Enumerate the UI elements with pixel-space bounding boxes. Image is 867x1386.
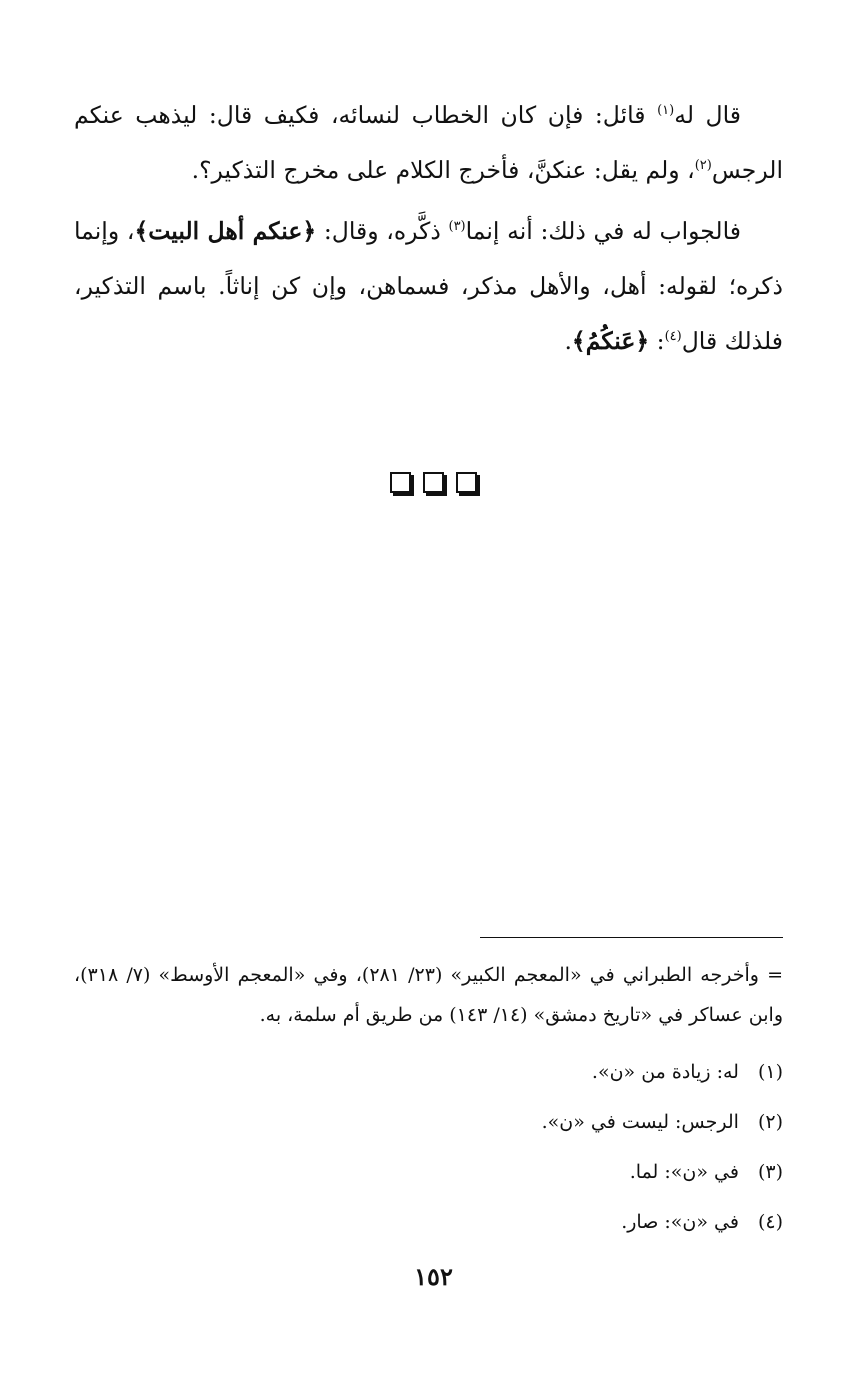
footnote-text: في «ن»: لما. — [629, 1161, 739, 1183]
footnote-number: (٢) — [757, 1111, 783, 1133]
footnote-continuation: = وأخرجه الطبراني في «المعجم الكبير» (٢٣/ ٢٨١)، وفي «المعجم الأوسط» (٧/ ٣١٨)، وابن عساكر في «تاريخ دمشق» (١٤/ ١٤٣) من طريق أم سلمة، به. — [74, 964, 783, 1026]
text-run: قال له — [674, 101, 741, 129]
paragraph-2 — [74, 204, 783, 369]
section-separator — [0, 472, 867, 497]
footnote-item — [74, 1147, 783, 1197]
text-run: : — [649, 327, 665, 355]
footnote-item — [74, 1047, 783, 1097]
footnote-number: (١) — [757, 1061, 783, 1083]
square-ornament-icon — [390, 472, 411, 493]
square-ornament-icon — [456, 472, 477, 493]
page-number: ١٥٢ — [414, 1262, 453, 1291]
footnote-text: في «ن»: صار. — [621, 1211, 739, 1233]
main-text — [74, 88, 783, 375]
text-run: ، ولم يقل: عنكنَّ، فأخرج الكلام على مخرج التذكير؟. — [191, 156, 695, 184]
footnote-divider — [480, 937, 783, 938]
footnote-number: (٤) — [757, 1211, 783, 1233]
footnote-number: (٣) — [757, 1161, 783, 1183]
text-run: ، وإنما ذكره؛ لقوله: أهل، والأهل مذكر، فسماهن، وإن كن إناثاً. باسم التذكير، فلذلك قال — [74, 217, 783, 355]
text-run: قائل: فإن كان الخطاب لنسائه، فكيف قال: ليذهب عنكم الرجس — [74, 101, 783, 184]
footnote-ref-3: (٣) — [448, 219, 466, 235]
footnote-ref-1: (١) — [657, 103, 675, 119]
quran-quote: ﴿عَنكُمُ﴾ — [571, 327, 650, 355]
footnote-text: الرجس: ليست في «ن». — [541, 1111, 739, 1133]
quran-quote: ﴿عنكم أهل البيت﴾ — [134, 217, 317, 245]
text-run: ذكَّره، وقال: — [316, 217, 449, 245]
footnote-item — [74, 1097, 783, 1147]
footnote-ref-2: (٢) — [694, 158, 712, 174]
text-run: فالجواب له في ذلك: أنه إنما — [465, 217, 741, 245]
footnotes — [74, 955, 783, 1247]
paragraph-1 — [74, 88, 783, 198]
text-run: . — [564, 327, 572, 355]
footnote-item — [74, 1197, 783, 1247]
footnote-text: له: زيادة من «ن». — [591, 1061, 739, 1083]
square-ornament-icon — [423, 472, 444, 493]
footnote-ref-4: (٤) — [664, 329, 682, 345]
